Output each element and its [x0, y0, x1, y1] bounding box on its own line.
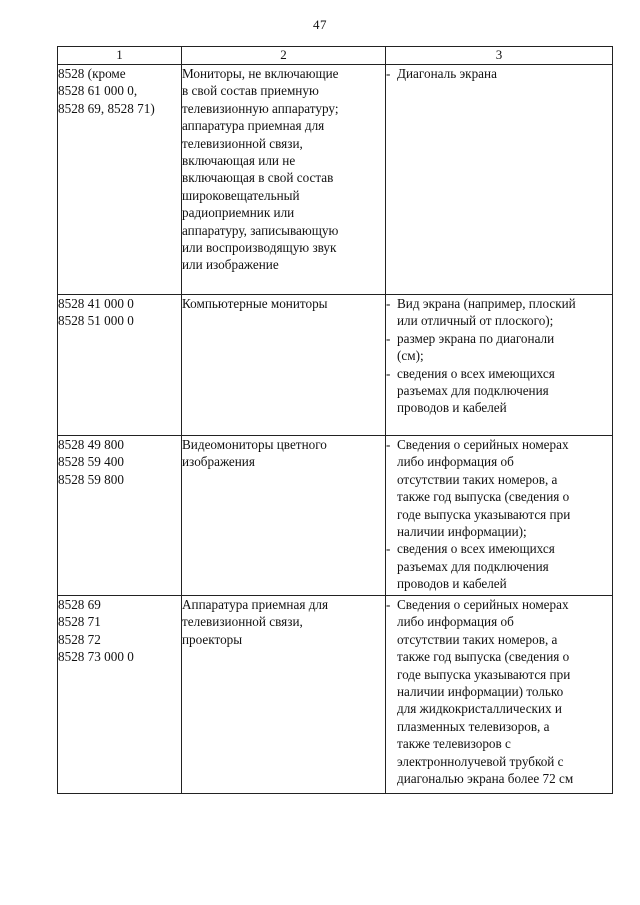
code-line: 8528 (кроме [58, 66, 126, 81]
code-line: 8528 49 800 [58, 437, 124, 452]
page-number: 47 [313, 17, 327, 32]
info-line: проводов и кабелей [397, 576, 507, 592]
name-line: телевизионной связи, [182, 614, 303, 630]
info-line: сведения о всех имеющихся [397, 541, 555, 557]
info-line: размер экрана по диагонали [397, 330, 555, 346]
name-line: изображения [182, 454, 255, 470]
table-row [58, 596, 613, 794]
info-line: диагональю экрана более 72 см [397, 771, 574, 787]
info-item [386, 365, 612, 417]
name-line: Мониторы, не включающие [182, 66, 339, 81]
dash-bullet: - [386, 541, 391, 557]
info-line: плазменных телевизоров, а [397, 718, 550, 734]
dash-bullet: - [386, 597, 391, 612]
info-line: Сведения о серийных номерах [397, 437, 569, 452]
info-line: разъемах для подключения [397, 558, 549, 574]
name-line: Компьютерные мониторы [182, 296, 328, 311]
info-line: отсутствии таких номеров, а [397, 471, 558, 487]
name-cell [182, 436, 386, 596]
dash-bullet: - [386, 437, 391, 452]
info-item [386, 295, 612, 330]
table-row [58, 65, 613, 295]
info-item [386, 436, 612, 540]
name-line: широковещательный [182, 187, 300, 203]
info-cell [386, 436, 613, 596]
name-line: в свой состав приемную [182, 83, 319, 99]
info-line: либо информация об [397, 454, 514, 470]
code-line: 8528 69, 8528 71) [58, 100, 155, 116]
code-line: 8528 59 400 [58, 454, 124, 470]
code-line: 8528 69 [58, 597, 101, 612]
code-cell [58, 436, 182, 596]
info-line: Сведения о серийных номерах [397, 597, 569, 612]
info-line: отсутствии таких номеров, а [397, 631, 558, 647]
info-line: также год выпуска (сведения о [397, 649, 570, 665]
name-line: радиоприемник или [182, 205, 295, 221]
code-line: 8528 71 [58, 614, 101, 630]
info-item [386, 540, 612, 592]
info-item [386, 65, 612, 82]
name-cell [182, 596, 386, 794]
name-line: телевизионную аппаратуру; [182, 100, 339, 116]
code-cell [58, 65, 182, 295]
name-cell [182, 65, 386, 295]
table-row [58, 436, 613, 596]
info-line: годе выпуска указываются при [397, 506, 571, 522]
info-line: наличии информации) только [397, 684, 564, 700]
name-line: включающая или не [182, 153, 296, 169]
info-line: наличии информации); [397, 524, 527, 540]
info-line: разъемах для подключения [397, 383, 549, 399]
info-line: (см); [397, 348, 424, 364]
header-row [58, 47, 613, 65]
name-line: включающая в свой состав [182, 170, 334, 186]
name-line: или изображение [182, 257, 279, 273]
code-cell [58, 596, 182, 794]
info-line: годе выпуска указываются при [397, 666, 571, 682]
dash-bullet: - [386, 66, 391, 81]
code-line: 8528 59 800 [58, 471, 124, 487]
code-line: 8528 61 000 0, [58, 83, 138, 99]
dash-bullet: - [386, 296, 391, 311]
info-line: Диагональ экрана [397, 66, 497, 81]
code-line: 8528 73 000 0 [58, 649, 134, 665]
name-line: Видеомониторы цветного [182, 437, 327, 452]
code-line: 8528 41 000 0 [58, 296, 134, 311]
info-cell [386, 596, 613, 794]
name-line: Аппаратура приемная для [182, 597, 329, 612]
info-item [386, 330, 612, 365]
name-line: проекторы [182, 631, 243, 647]
name-line: или воспроизводящую звук [182, 240, 337, 256]
info-line: также год выпуска (сведения о [397, 489, 570, 505]
info-cell [386, 65, 613, 295]
name-line: телевизионной связи, [182, 135, 303, 151]
info-line: проводов и кабелей [397, 400, 507, 416]
info-line: электроннолучевой трубкой с [397, 753, 564, 769]
info-item [386, 596, 612, 787]
code-line: 8528 72 [58, 631, 101, 647]
info-cell [386, 295, 613, 436]
dash-bullet: - [386, 330, 391, 346]
goods-table [57, 46, 613, 794]
code-line: 8528 51 000 0 [58, 313, 134, 329]
name-line: аппаратуру, записывающую [182, 222, 339, 238]
info-line: также телевизоров с [397, 736, 511, 752]
name-line: аппаратура приемная для [182, 118, 325, 134]
info-line: либо информация об [397, 614, 514, 630]
info-line: Вид экрана (например, плоский [397, 296, 576, 311]
info-line: сведения о всех имеющихся [397, 365, 555, 381]
header-col-3: 3 [386, 47, 613, 65]
code-cell [58, 295, 182, 436]
name-cell [182, 295, 386, 436]
header-col-2: 2 [182, 47, 386, 65]
table-row [58, 295, 613, 436]
info-line: или отличный от плоского); [397, 313, 554, 329]
header-col-1: 1 [58, 47, 182, 65]
info-line: для жидкокристаллических и [397, 701, 562, 717]
dash-bullet: - [386, 365, 391, 381]
